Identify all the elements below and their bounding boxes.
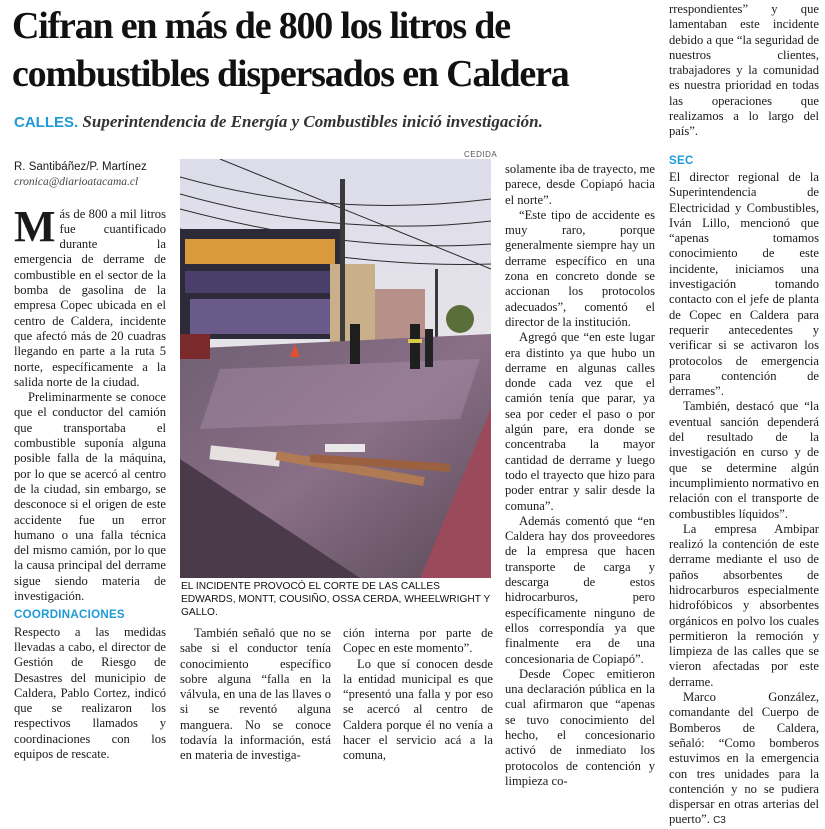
column-4	[505, 162, 655, 789]
end-mark: C3	[713, 815, 726, 827]
drop-cap: M	[14, 201, 56, 251]
paragraph: La empresa Ambipar realizó la contención de este derrame mediante el uso de paños absorbentes de hidrocarburos especialmente hidrofóbicos y absorbentes orgánicos en polvo los cuales permitieron la remoción y limpieza de las calles que se vieron afectadas por este derrame.	[669, 521, 819, 689]
paragraph: Además comentó que “en Caldera hay dos proveedores de la empresa que hacen transporte de carga y descarga de estos hidrocarburos, pero específicamente ninguno de ellos correspondía ya que finalmente era de una concesionaria de Copiapó”.	[505, 513, 655, 666]
column-2	[180, 626, 331, 764]
paragraph: Preliminarmente se conoce que el conductor del camión que transportaba el combustible suponía alguna posible falla de la máquina, por lo que se acercó al centro de la ciudad, sin embargo, se desconoce si el origen de este accidente fue un error humano o una falla técnica del mismo camión, por lo que la causa principal del derrame sigue siendo materia de investigación.	[14, 390, 166, 604]
paragraph: Agregó que “en este lugar era distinto ya que hubo un derrame en algunas calles donde cada vez que el camión tenía que parar, ya sea por ceder el paso o por algún pare, era donde se concentraba la mayor cantidad de derrame y luego todo el trayecto que hizo para poder entrar y salir desde la comuna”.	[505, 330, 655, 513]
paragraph: Respecto a las medidas llevadas a cabo, el director de Gestión de Riesgo de Desastres del municipio de Caldera, Pablo Cortez, indicó que se realizaron los respectivos llamados y coordinaciones con los equipos de rescate.	[14, 624, 166, 761]
lead-paragraph: Más de 800 a mil litros fue cuantificado durante la emergencia de derrame de combustible en el sector de la bomba de gasolina de la empresa Copec ubicada en el centro de Caldera, incidente que afectó más de 20 cuadras llegando en parte a la ruta 5 norte, específicamente a la salida norte de la ciudad.	[14, 201, 166, 389]
byline: R. Santibáñez/P. Martínez	[14, 161, 147, 173]
column-5	[669, 2, 819, 829]
section-heading-sec: SEC	[669, 154, 694, 167]
section-kicker: CALLES.	[14, 114, 79, 131]
section-heading-coordinaciones: COORDINACIONES	[14, 609, 125, 622]
paragraph: “Este tipo de accidente es muy raro, porque generalmente siempre hay un derrame específico en una zona en concreto donde se accionan los protocolos adecuados”, comentó el director de la institución.	[505, 207, 655, 329]
paragraph: ción interna por parte de Copec en este momento”.	[343, 626, 493, 656]
paragraph: También, destacó que “la eventual sanción dependerá del resultado de la investigación en curso y de que se determine algún incumplimiento normativo en relación con el transporte de combustibles líquidos”.	[669, 399, 819, 521]
paragraph: solamente iba de trayecto, me parece, desde Copiapó hacia el norte”.	[505, 162, 656, 207]
paragraph: También señaló que no se sabe si el conductor tenía conocimiento específico sobre alguna “falla en la válvula, en una de las llaves o si se reventó alguna manguera. No se conoce todavía la información, está en materia de investiga-	[180, 626, 331, 763]
column-3	[343, 626, 493, 764]
paragraph: rrespondientes” y que lamentaban este incidente debido a que “la seguridad de nuestros clientes, trabajadores y la comunidad es nuestra prioridad en todas las operaciones que realizamos a lo largo del país”.	[669, 2, 819, 139]
column-1	[14, 160, 166, 762]
paragraph: El director regional de la Superintendencia de Electricidad y Combustibles, Iván Lillo, mencionó que “apenas tomamos conocimiento de este incidente, iniciamos una investigación tomando contacto con el jefe de planta de Copec en Caldera para requerir antecedentes y verificar si se activaron los protocolos de emergencia para contención de derrames”.	[669, 169, 819, 399]
paragraph: Desde Copec emitieron una declaración pública en la cual afirmaron que “apenas se tuvo conocimiento del hecho, el concesionario activó de inmediato los protocolos de contención y limpieza co-	[505, 666, 655, 788]
dek: Superintendencia de Energía y Combustibles inició investigación.	[82, 112, 543, 131]
author-email[interactable]: cronica@diarioatacama.cl	[14, 176, 139, 189]
photo-credit: CEDIDA	[464, 150, 498, 159]
news-photo	[180, 159, 491, 578]
headline: Cifran en más de 800 los litros de combustibles dispersados en Caldera	[12, 5, 569, 95]
subheadline	[14, 112, 654, 132]
street-spill-photo	[180, 159, 491, 578]
paragraph: Marco González, comandante del Cuerpo de Bomberos de Caldera, señaló: “Como bomberos estuvimos en la emergencia con tres unidades para la contención y no se pudiera dispersar en otras arterias del puerto”. C3	[669, 690, 819, 827]
paragraph: Lo que sí conocen desde la entidad municipal es que “presentó una falla y por eso se acercó al centro de Caldera porque él no venía a hacer el servicio acá a la comuna,	[343, 656, 493, 763]
photo-caption: EL INCIDENTE PROVOCÓ EL CORTE DE LAS CALLES EDWARDS, MONTT, COUSIÑO, OSSA CERDA, WHEELWRIGHT Y GALLO.	[181, 581, 491, 618]
